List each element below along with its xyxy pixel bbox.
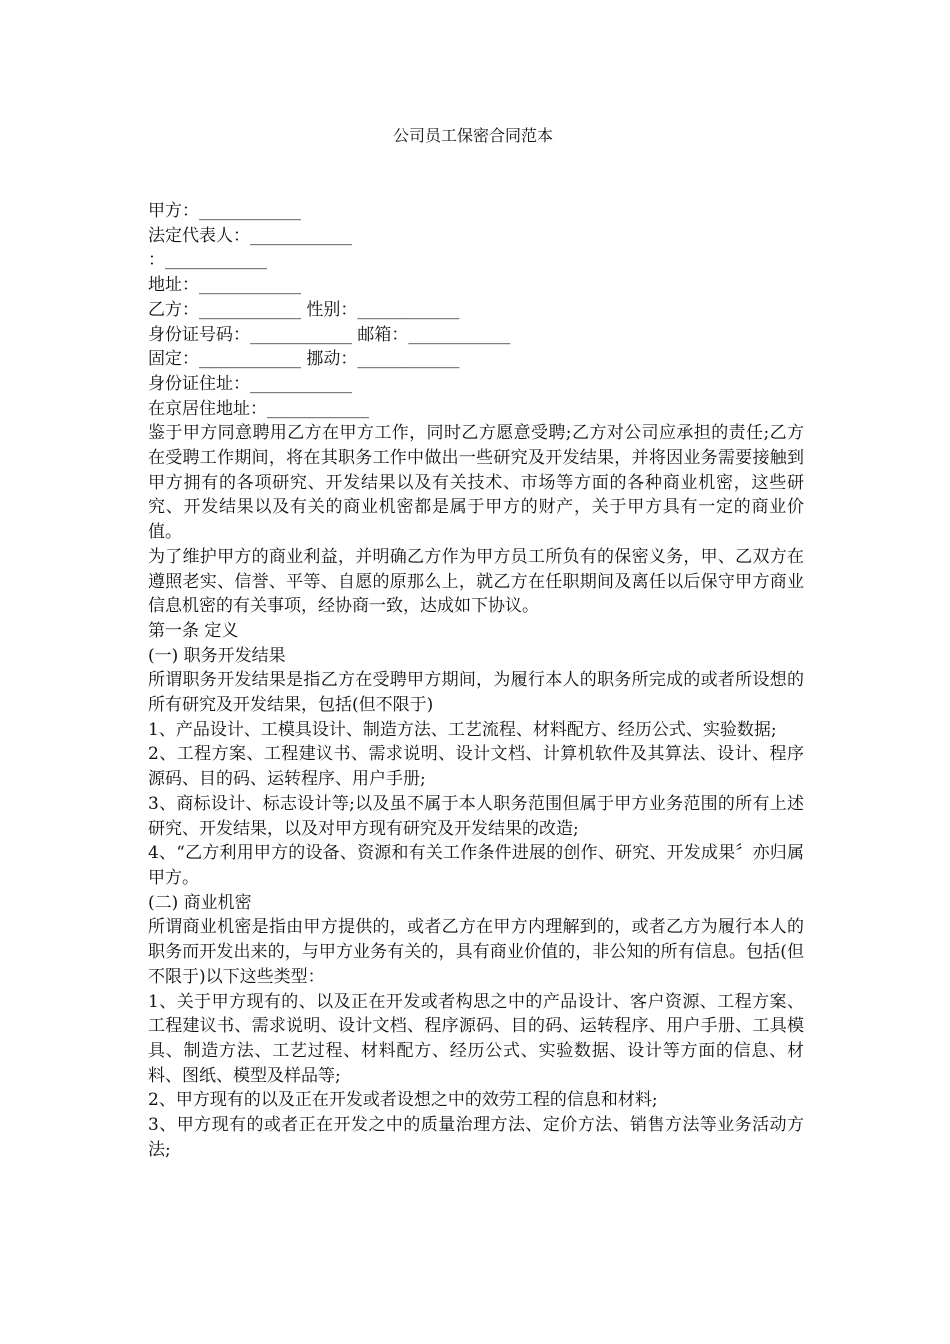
document-title: 公司员工保密合同范本 xyxy=(392,126,553,145)
section-1-item-1: 1、产品设计、工模具设计、制造方法、工艺流程、材料配方、经历公式、实验数据; xyxy=(148,719,777,740)
paragraph-preamble: 鉴于甲方同意聘用乙方在甲方工作，同时乙方愿意受聘;乙方对公司应承担的责任;乙方在受聘工作期间，将在其职务工作中做出一些研究及开发结果，并将因业务需要接触到甲方拥有的各项研究、开发结果以及有关技术、市场等方面的各种商业机密，这些研究、开发结果以及有关的商业机密都是属于甲方的财产，关于甲方具有一定的商业价值。 xyxy=(148,423,804,543)
field-phone-mobile: 固定：____________ 挪动：____________ xyxy=(148,349,460,370)
field-blank: ：____________ xyxy=(148,250,267,271)
section-1-item-3: 3、商标设计、标志设计等;以及虽不属于本人职务范围但属于甲方业务范围的所有上述研究、开发结果，以及对甲方现有研究及开发结果的改造; xyxy=(148,793,804,839)
section-2-item-3: 3、甲方现有的或者正在开发之中的质量治理方法、定价方法、销售方法等业务活动方法; xyxy=(148,1115,804,1160)
section-2-heading: (二) 商业机密 xyxy=(148,892,252,913)
section-2-item-1: 1、关于甲方现有的、以及正在开发或者构思之中的产品设计、客户资源、工程方案、工程建议书、需求说明、设计文档、程序源码、目的码、运转程序、用户手册、工具模具、制造方法、工艺过程、材料配方、经历公式、实验数据、设计等方面的信息、材料、图纸、模型及样品等; xyxy=(148,991,804,1086)
field-party-b-gender: 乙方：____________ 性别：____________ xyxy=(148,299,460,320)
field-id-address: 身份证住址：____________ xyxy=(148,373,352,394)
section-2-item-2: 2、甲方现有的以及正在开发或者设想之中的效劳工程的信息和材料; xyxy=(148,1090,658,1111)
field-address: 地址：____________ xyxy=(148,275,301,296)
field-id-number-email: 身份证号码：____________ 邮箱：____________ xyxy=(148,324,511,345)
section-1-heading: (一) 职务开发结果 xyxy=(148,645,286,666)
paragraph-purpose: 为了维护甲方的商业利益，并明确乙方作为甲方员工所负有的保密义务，甲、乙双方在遵照老实、信誉、平等、自愿的原那么上，就乙方在任职期间及离任以后保守甲方商业信息机密的有关事项，经协商一致，达成如下协议。 xyxy=(148,546,804,617)
section-1-definition: 所谓职务开发结果是指乙方在受聘甲方期间，为履行本人的职务所完成的或者所设想的所有研究及开发结果，包括(但不限于) xyxy=(148,670,804,716)
section-2-definition: 所谓商业机密是指由甲方提供的，或者乙方在甲方内理解到的，或者乙方为履行本人的职务而开发出来的，与甲方业务有关的，具有商业价值的，非公知的所有信息。包括(但不限于)以下这些类型： xyxy=(148,917,804,987)
field-legal-representative: 法定代表人：____________ xyxy=(148,225,352,246)
document-body xyxy=(148,199,804,1162)
section-1-item-4: 4、“乙方利用甲方的设备、资源和有关工作条件进展的创作、研究、开发成果〞亦归属甲方。 xyxy=(148,843,804,888)
section-1-item-2: 2、工程方案、工程建议书、需求说明、设计文档、计算机软件及其算法、设计、程序源码、目的码、运转程序、用户手册; xyxy=(148,744,804,790)
field-party-a: 甲方：____________ xyxy=(148,201,301,221)
field-beijing-address: 在京居住地址：____________ xyxy=(148,398,369,419)
article-1-heading: 第一条 定义 xyxy=(148,620,239,641)
